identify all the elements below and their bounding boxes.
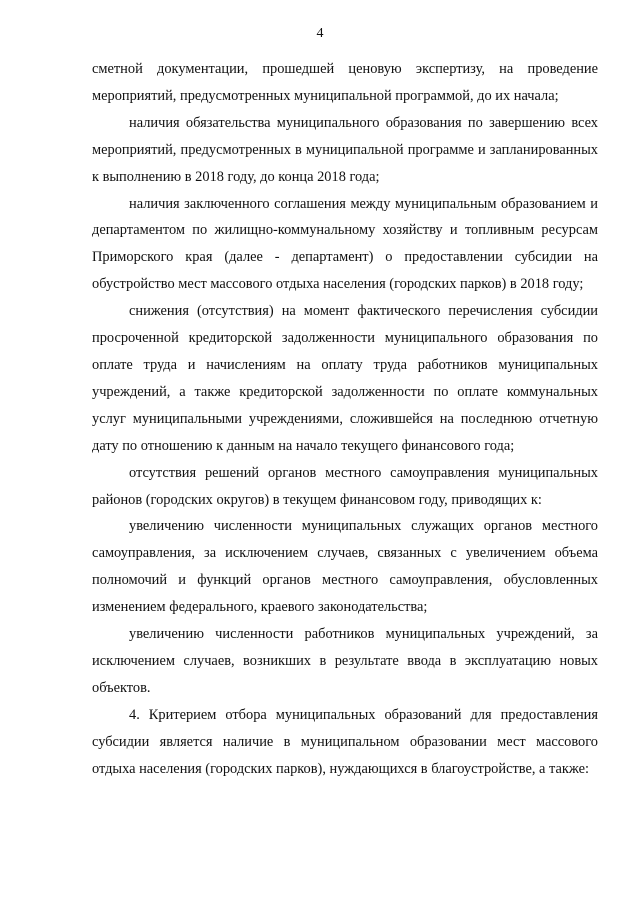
paragraph-selection-criterion: 4. Критерием отбора муниципальных образований для предоставления субсидии является наличие в муниципальном образовании мест массового отдыха населения (городских парков), нуждающихся в благоустройстве, а также: [92, 706, 598, 777]
paragraph-agreement: наличия заключенного соглашения между муниципальным образованием и департаментом по жилищно-коммунальному хозяйству и топливным ресурсам Приморского края (далее - департамент) о предоставлении субсидии на обустройство мест массового отдыха населения (городских парков) в 2018 году; [92, 195, 598, 293]
document-body [92, 56, 598, 782]
paragraph-debt-reduction: снижения (отсутствия) на момент фактического перечисления субсидии просроченной кредиторской задолженности муниципального образования по оплате труда и начислениям на оплату труда работников муниципальных учреждений, а также кредиторской задолженности по оплате коммунальных услуг муниципальными учреждениями, сложившейся на последнюю отчетную дату по отношению к данным на начало текущего финансового года; [92, 303, 598, 454]
paragraph-no-decisions: отсутствия решений органов местного самоуправления муниципальных районов (городских округов) в текущем финансовом году, приводящих к: [92, 464, 598, 508]
page-number: 4 [316, 26, 324, 41]
paragraph-completion-obligation: наличия обязательства муниципального образования по завершению всех мероприятий, предусмотренных в муниципальной программе и запланированных к выполнению в 2018 году, до конца 2018 года; [92, 114, 598, 185]
paragraph-employee-increase: увеличению численности работников муниципальных учреждений, за исключением случаев, возникших в результате ввода в эксплуатацию новых объектов. [92, 626, 598, 696]
paragraph-staff-increase: увеличению численности муниципальных служащих органов местного самоуправления, за исключением случаев, связанных с увеличением объема полномочий и функций органов местного самоуправления, обусловленных изменением федерального, краевого законодательства; [92, 518, 598, 616]
paragraph-continuation: сметной документации, прошедшей ценовую экспертизу, на проведение мероприятий, предусмотренных муниципальной программой, до их начала; [92, 61, 598, 104]
